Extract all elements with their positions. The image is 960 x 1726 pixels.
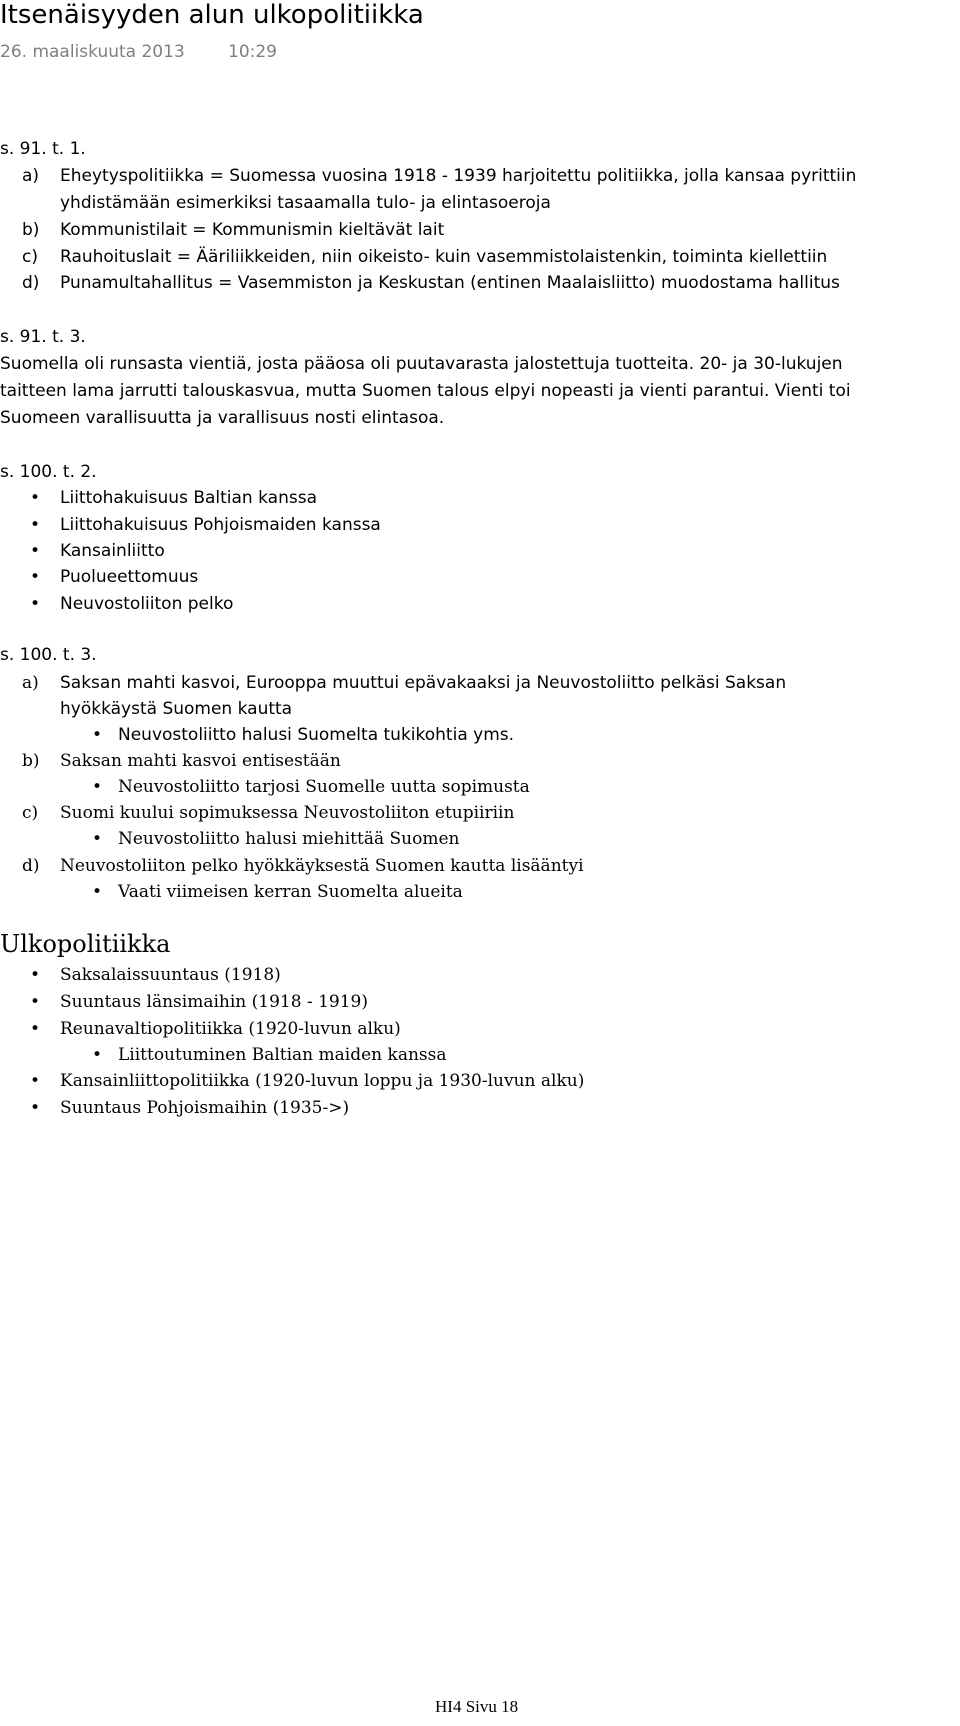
sub-bullet-item: Vaati viimeisen kerran Suomelta alueita [118,882,463,902]
bullet-icon: • [30,1098,41,1118]
list-item-text: Neuvostoliiton pelko hyökkäyksestä Suomen kautta lisääntyi [60,856,584,876]
bullet-item: Saksalaissuuntaus (1918) [60,965,281,985]
bullet-icon: • [30,992,41,1012]
list-marker: d) [22,273,40,293]
bullet-item: Suuntaus Pohjoismaihin (1935->) [60,1098,350,1118]
bullet-icon: • [92,1045,103,1065]
list-item-text: Saksan mahti kasvoi, Eurooppa muuttui epävakaaksi ja Neuvostoliitto pelkäsi Saksan [60,673,787,693]
list-item-text: Punamultahallitus = Vasemmiston ja Keskustan (entinen Maalaisliitto) muodostama hallitus [60,273,840,293]
bullet-item: Puolueettomuus [60,567,199,587]
list-marker: c) [22,803,39,823]
paragraph-line: Suomella oli runsasta vientiä, josta pääosa oli puutavarasta jalostettuja tuotteita. 20- ja 30-lukujen [0,354,843,374]
page-title: Itsenäisyyden alun ulkopolitiikka [0,0,424,30]
bullet-item: Neuvostoliiton pelko [60,594,234,614]
bullet-icon: • [30,515,41,535]
list-marker: c) [22,247,38,267]
page-date: 26. maaliskuuta 2013 [0,42,185,62]
sub-bullet-item: Liittoutuminen Baltian maiden kanssa [118,1045,447,1065]
bullet-item: Kansainliitto [60,541,165,561]
bullet-item: Liittohakuisuus Pohjoismaiden kanssa [60,515,381,535]
bullet-item: Suuntaus länsimaihin (1918 - 1919) [60,992,368,1012]
bullet-icon: • [30,1019,41,1039]
list-marker: a) [22,673,39,693]
bullet-icon: • [30,541,41,561]
bullet-icon: • [92,882,103,902]
bullet-icon: • [92,777,103,797]
page-time: 10:29 [228,42,277,62]
bullet-icon: • [92,725,103,745]
bullet-icon: • [30,567,41,587]
list-item-text: yhdistämään esimerkiksi tasaamalla tulo- ja elintasoeroja [60,193,551,213]
list-item-text: Saksan mahti kasvoi entisestään [60,751,341,771]
page-footer: HI4 Sivu 18 [435,1697,519,1716]
bullet-icon: • [92,829,103,849]
list-item-text: hyökkäystä Suomen kautta [60,699,293,719]
bullet-item: Reunavaltiopolitiikka (1920-luvun alku) [60,1019,401,1039]
section-ref: s. 91. t. 3. [0,327,86,347]
bullet-item: Kansainliittopolitiikka (1920-luvun loppu ja 1930-luvun alku) [60,1071,585,1091]
sub-bullet-item: Neuvostoliitto halusi Suomelta tukikohtia yms. [118,725,515,745]
paragraph-line: taitteen lama jarrutti talouskasvua, mutta Suomen talous elpyi nopeasti ja vienti parantui. Vienti toi [0,381,851,401]
sub-bullet-item: Neuvostoliitto tarjosi Suomelle uutta sopimusta [118,777,530,797]
bullet-icon: • [30,488,41,508]
list-item-text: Kommunistilait = Kommunismin kieltävät lait [60,220,445,240]
bullet-icon: • [30,594,41,614]
section-ref: s. 91. t. 1. [0,139,86,159]
sub-bullet-item: Neuvostoliitto halusi miehittää Suomen [118,829,460,849]
paragraph-line: Suomeen varallisuutta ja varallisuus nosti elintasoa. [0,408,445,428]
section-ref: s. 100. t. 3. [0,645,97,665]
list-item-text: Eheytyspolitiikka = Suomessa vuosina 1918 - 1939 harjoitettu politiikka, jolla kansaa pyrittiin [60,166,857,186]
list-item-text: Rauhoituslait = Ääriliikkeiden, niin oikeisto- kuin vasemmistolaistenkin, toiminta kiellettiin [60,247,828,267]
list-item-text: Suomi kuului sopimuksessa Neuvostoliiton etupiiriin [60,803,515,823]
list-marker: a) [22,166,40,186]
bullet-icon: • [30,965,41,985]
bullet-icon: • [30,1071,41,1091]
list-marker: b) [22,751,40,771]
bullet-item: Liittohakuisuus Baltian kanssa [60,488,317,508]
list-marker: d) [22,856,40,876]
list-marker: b) [22,220,40,240]
section-ref: s. 100. t. 2. [0,462,97,482]
section-heading: Ulkopolitiikka [0,930,171,958]
